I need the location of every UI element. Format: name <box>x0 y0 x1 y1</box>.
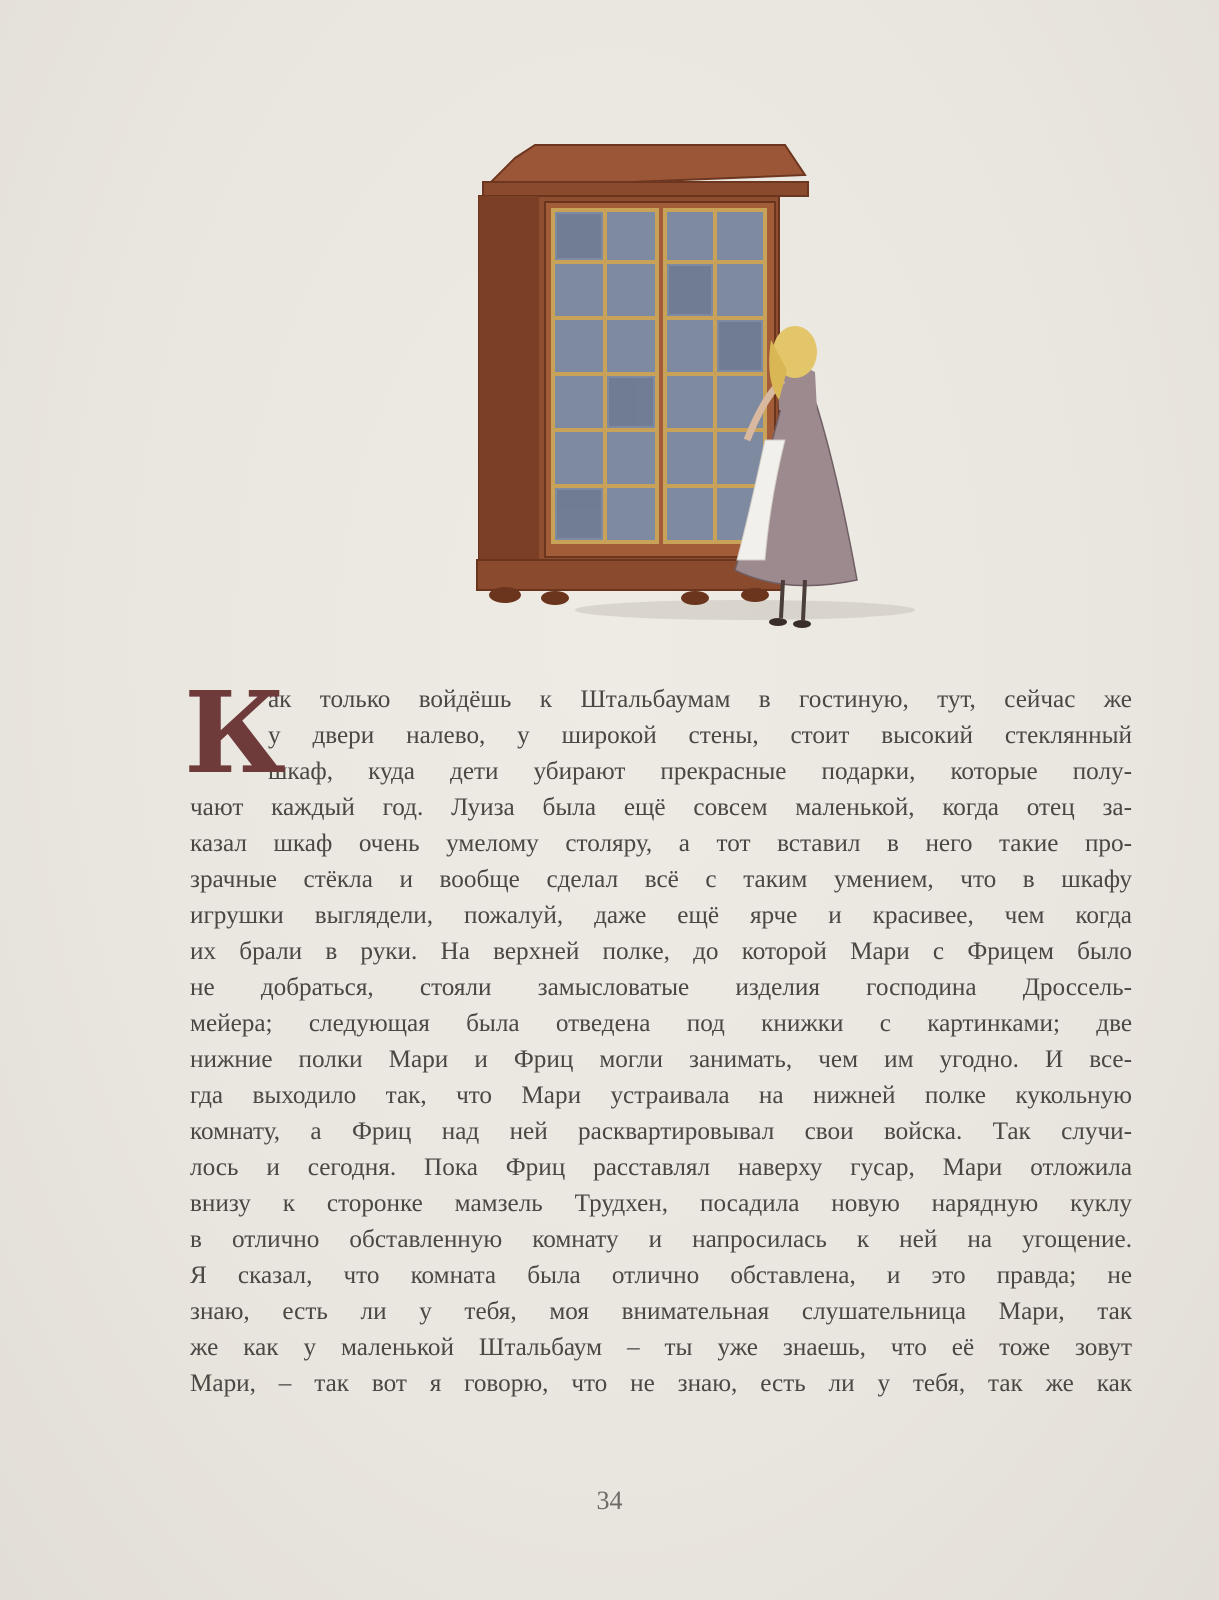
text-line: зрачные стёкла и вообще сделал всё с таким умением, что в шкафу <box>190 866 1132 893</box>
text-line: в отлично обставленную комнату и напросилась к ней на угощение. <box>190 1226 1132 1253</box>
text-line: мейера; следующая была отведена под книжки с картинками; две <box>190 1010 1132 1037</box>
text-line: знаю, есть ли у тебя, моя внимательная слушательница Мари, так <box>190 1298 1132 1325</box>
drop-cap-letter: К <box>184 668 286 799</box>
text-line: комнату, а Фриц над ней расквартировывал свои войска. Так случи- <box>190 1118 1132 1145</box>
text-line: у двери налево, у широкой стены, стоит высокий стеклянный <box>268 722 1132 749</box>
text-line: Мари, – так вот я говорю, что не знаю, есть ли у тебя, так же как <box>190 1370 1132 1397</box>
text-line: Я сказал, что комната была отлично обставлена, и это правда; не <box>190 1262 1132 1289</box>
text-line: ак только войдёшь к Штальбаумам в гостиную, тут, сейчас же <box>268 686 1132 713</box>
story-text <box>184 668 1132 1402</box>
drop-cap <box>184 668 286 799</box>
text-line: нижние полки Мари и Фриц могли занимать, чем им угодно. И все- <box>190 1046 1132 1073</box>
text-line: шкаф, куда дети убирают прекрасные подарки, которые полу- <box>268 758 1132 785</box>
text-line: не добраться, стояли замысловатые изделия господина Дроссель- <box>190 974 1132 1001</box>
text-line: внизу к сторонке мамзель Трудхен, посадила новую нарядную куклу <box>190 1190 1132 1217</box>
text-line: гда выходило так, что Мари устраивала на нижней полке кукольную <box>190 1082 1132 1109</box>
text-line: же как у маленькой Штальбаум – ты уже знаешь, что её тоже зовут <box>190 1334 1132 1361</box>
text-line: чают каждый год. Луиза была ещё совсем маленькой, когда отец за- <box>190 794 1132 821</box>
text-line: казал шкаф очень умелому столяру, а тот вставил в него такие про- <box>190 830 1132 857</box>
text-line: их брали в руки. На верхней полке, до которой Мари с Фрицем было <box>190 938 1132 965</box>
cabinet-illustration <box>465 140 945 650</box>
text-line: лось и сегодня. Пока Фриц расставлял наверху гусар, Мари отложила <box>190 1154 1132 1181</box>
text-line: игрушки выглядели, пожалуй, даже ещё ярче и красивее, чем когда <box>190 902 1132 929</box>
page-number: 34 <box>596 1486 623 1515</box>
